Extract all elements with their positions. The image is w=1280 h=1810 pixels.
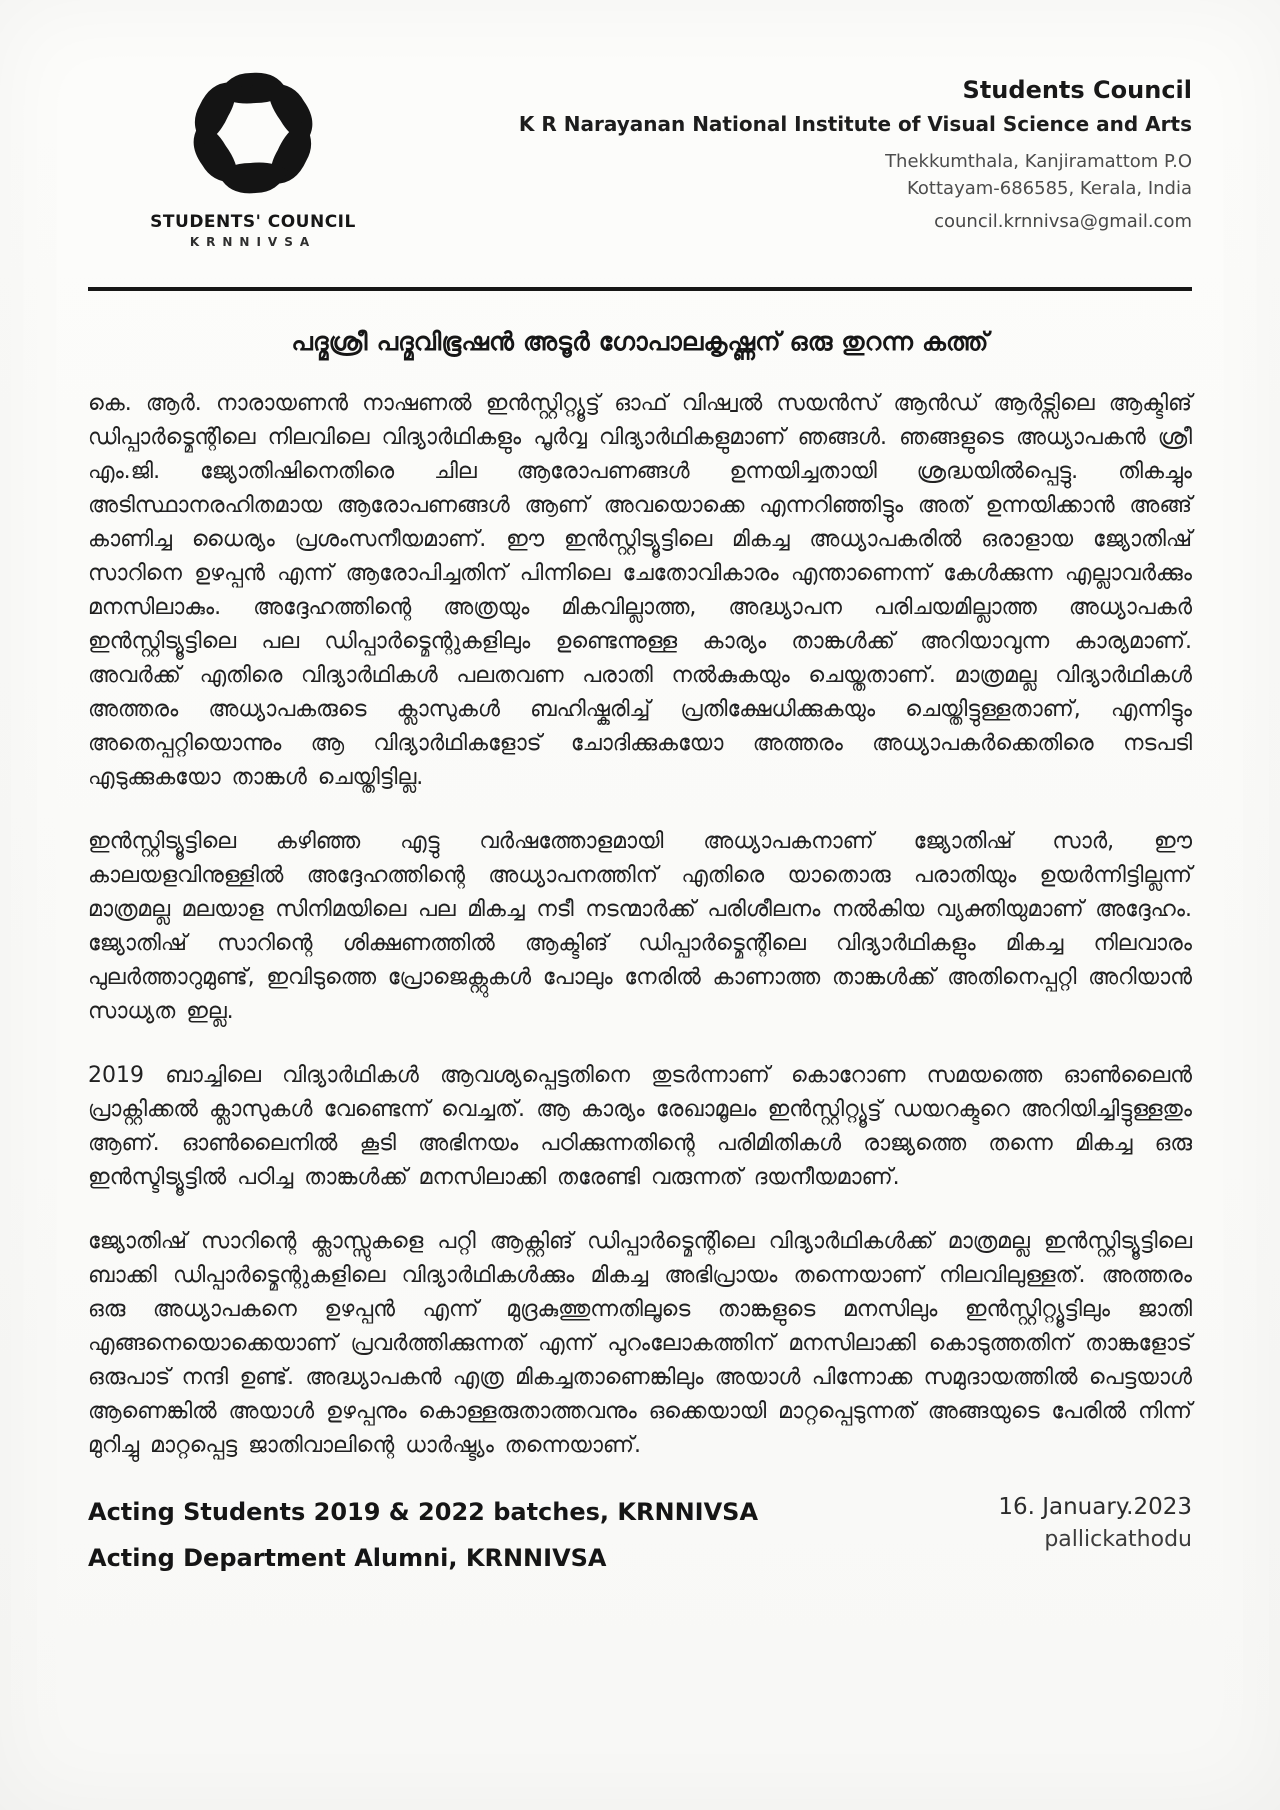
logo-block bbox=[138, 58, 368, 249]
divider-rule bbox=[88, 287, 1192, 291]
paragraph-3: 2019 ബാച്ചിലെ വിദ്യാർഥികൾ ആവശ്യപ്പെട്ടതിനെ തുടർന്നാണ് കൊറോണ സമയത്തെ ഓൺലൈൻ പ്രാക്റ്റിക്കൽ ക്ലാസുകൾ വേണ്ടെന്ന് വെച്ചത്. ആ കാര്യം രേഖാമൂലം ഇൻസ്റ്റിറ്റ്യൂട്ട് ഡയറക്ടറെ അറിയിച്ചിട്ടുള്ളതും ആണ്. ഓൺലൈനിൽ കൂടി അഭിനയം പഠിക്കുന്നതിന്റെ പരിമിതികൾ രാജ്യത്തെ തന്നെ മികച്ച ഒരു ഇൻസ്ടിട്യൂട്ടിൽ പഠിച്ച താങ്കൾക്ക് മനസിലാക്കി തരേണ്ടി വരുന്നത് ദയനീയമാണ്. bbox=[88, 1063, 1192, 1190]
org-block bbox=[519, 58, 1192, 232]
logo-subtitle: KRNNIVSA bbox=[189, 235, 317, 249]
address-line-2: Kottayam-686585, Kerala, India bbox=[907, 178, 1192, 199]
students-council-logo-icon bbox=[172, 58, 334, 208]
dateline-block bbox=[998, 1489, 1192, 1556]
address-line-1: Thekkumthala, Kanjiramattom P.O bbox=[885, 151, 1192, 172]
paragraph-4: ജ്യോതിഷ് സാറിന്റെ ക്ലാസ്സുകളെ പറ്റി ആക്റ്റിങ് ഡിപ്പാർട്മെന്റിലെ വിദ്യാർഥികൾക്ക് മാത്രമല്ല ഇൻസ്റ്റിട്യൂട്ടിലെ ബാക്കി ഡിപ്പാർട്മെന്റുകളിലെ വിദ്യാർഥികൾക്കും മികച്ച അഭിപ്രായം തന്നെയാണ് നിലവിലുള്ളത്. അത്തരം ഒരു അധ്യാപകനെ ഉഴപ്പൻ എന്ന് മുദ്രകുത്തുന്നതിലൂടെ താങ്കളുടെ മനസിലും ഇൻസ്റ്റിറ്റ്യൂട്ടിലും ജാതി എങ്ങനെയൊക്കെയാണ് പ്രവർത്തിക്കുന്നത് എന്ന് പുറംലോകത്തിന് മനസിലാക്കി കൊടുത്തതിന് താങ്കളോട് ഒരുപാട് നന്ദി ഉണ്ട്. അദ്ധ്യാപകൻ എത്ര മികച്ചതാണെങ്കിലും അയാൾ പിന്നോക്ക സമുദായത്തിൽ പെട്ടയാൾ ആണെങ്കിൽ അയാൾ ഉഴപ്പനും കൊള്ളരുതാത്തവനും ഒക്കെയായി മാറ്റപ്പെടുന്നത് അങ്ങയുടെ പേരിൽ നിന്ന് മുറിച്ചു മാറ്റപ്പെട്ട ജാതിവാലിന്റെ ധാർഷ്ട്യം തന്നെയാണ്. bbox=[88, 1229, 1192, 1458]
letter-body bbox=[88, 387, 1192, 1463]
logo-title: STUDENTS' COUNCIL bbox=[150, 212, 356, 232]
letter-date: 16. January.2023 bbox=[998, 1494, 1192, 1520]
paragraph-2: ഇൻസ്റ്റിട്യൂട്ടിലെ കഴിഞ്ഞ എട്ടു വർഷത്തോളമായി അധ്യാപകനാണ് ജ്യോതിഷ് സാർ, ഈ കാലയളവിനുള്ളിൽ അദ്ദേഹത്തിന്റെ അധ്യാപനത്തിന് എതിരെ യാതൊരു പരാതിയും ഉയർന്നിട്ടില്ലന്ന് മാത്രമല്ല മലയാള സിനിമയിലെ പല മികച്ച നടീ നടന്മാർക്ക് പരിശീലനം നൽകിയ വ്യക്തിയുമാണ് അദ്ദേഹം. ജ്യോതിഷ് സാറിന്റെ ശിക്ഷണത്തിൽ ആക്ടിങ് ഡിപ്പാർട്മെന്റിലെ വിദ്യാർഥികളും മികച്ച നിലവാരം പുലർത്താറുമുണ്ട്, ഇവിടുത്തെ പ്രോജെക്റ്റുകൾ പോലും നേരിൽ കാണാത്ത താങ്കൾക്ക് അതിനെപ്പറ്റി അറിയാൻ സാധ്യത ഇല്ല. bbox=[88, 829, 1192, 1024]
institute-name: K R Narayanan National Institute of Visual Science and Arts bbox=[518, 112, 1192, 136]
letter-title: പദ്മശ്രീ പദ്മവിഭൂഷൻ അടൂർ ഗോപാലകൃഷ്ണന് ഒരു തുറന്ന കത്ത് bbox=[291, 327, 989, 356]
signature-line-2: Acting Department Alumni, KRNNIVSA bbox=[88, 1544, 607, 1572]
signature-line-1: Acting Students 2019 & 2022 batches, KRNNIVSA bbox=[88, 1498, 759, 1526]
paragraph-1: കെ. ആർ. നാരായണൻ നാഷണൽ ഇൻസ്റ്റിറ്റ്യൂട്ട് ഓഫ് വിഷ്വൽ സയൻസ് ആൻഡ് ആർട്സിലെ ആക്ടിങ് ഡിപ്പാർട്മെന്റിലെ നിലവിലെ വിദ്യാർഥികളും പൂർവ്വ വിദ്യാർഥികളുമാണ് ഞങ്ങൾ. ഞങ്ങളുടെ അധ്യാപകൻ ശ്രീ എം.ജി. ജ്യോതിഷിനെതിരെ ചില ആരോപണങ്ങൾ ഉന്നയിച്ചതായി ശ്രദ്ധയിൽപ്പെട്ടു. തികച്ചും അടിസ്ഥാനരഹിതമായ ആരോപണങ്ങൾ ആണ് അവയൊക്കെ എന്നറിഞ്ഞിട്ടും അത് ഉന്നയിക്കാൻ അങ്ങ് കാണിച്ച ധൈര്യം പ്രശംസനീയമാണ്. ഈ ഇൻസ്റ്റിട്യൂട്ടിലെ മികച്ച അധ്യാപകരിൽ ഒരാളായ ജ്യോതിഷ് സാറിനെ ഉഴപ്പൻ എന്ന് ആരോപിച്ചതിന് പിന്നിലെ ചേതോവികാരം എന്താണെന്ന് കേൾക്കുന്ന എല്ലാവർക്കും മനസിലാകും. അദ്ദേഹത്തിന്റെ അത്രയും മികവില്ലാത്ത, അദ്ധ്യാപന പരിചയമില്ലാത്ത അധ്യാപകർ ഇൻസ്റ്റിട്യൂട്ടിലെ പല ഡിപ്പാർട്മെന്റുകളിലും ഉണ്ടെന്നുള്ള കാര്യം താങ്കൾക്ക് അറിയാവുന്ന കാര്യമാണ്. അവർക്ക് എതിരെ വിദ്യാർഥികൾ പലതവണ പരാതി നൽകുകയും ചെയ്തതാണ്. മാത്രമല്ല വിദ്യാർഥികൾ അത്തരം അധ്യാപകരുടെ ക്ലാസുകൾ ബഹിഷ്കരിച്ച് പ്രതിക്ഷേധിക്കുകയും ചെയ്തിട്ടുള്ളതാണ്, എന്നിട്ടും അതെപ്പറ്റിയൊന്നും ആ വിദ്യാർഥികളോട് ചോദിക്കുകയോ അത്തരം അധ്യാപകർക്കെതിരെ നടപടി എടുക്കുകയോ താങ്കൾ ചെയ്തിട്ടില്ല. bbox=[88, 391, 1192, 790]
org-name: Students Council bbox=[962, 76, 1192, 104]
letterhead bbox=[88, 58, 1192, 249]
signature-block bbox=[88, 1489, 758, 1581]
letter-footer bbox=[88, 1489, 1192, 1581]
email-text: council.krnnivsa@gmail.com bbox=[934, 211, 1192, 232]
letter-place: pallickathodu bbox=[1044, 1527, 1192, 1552]
